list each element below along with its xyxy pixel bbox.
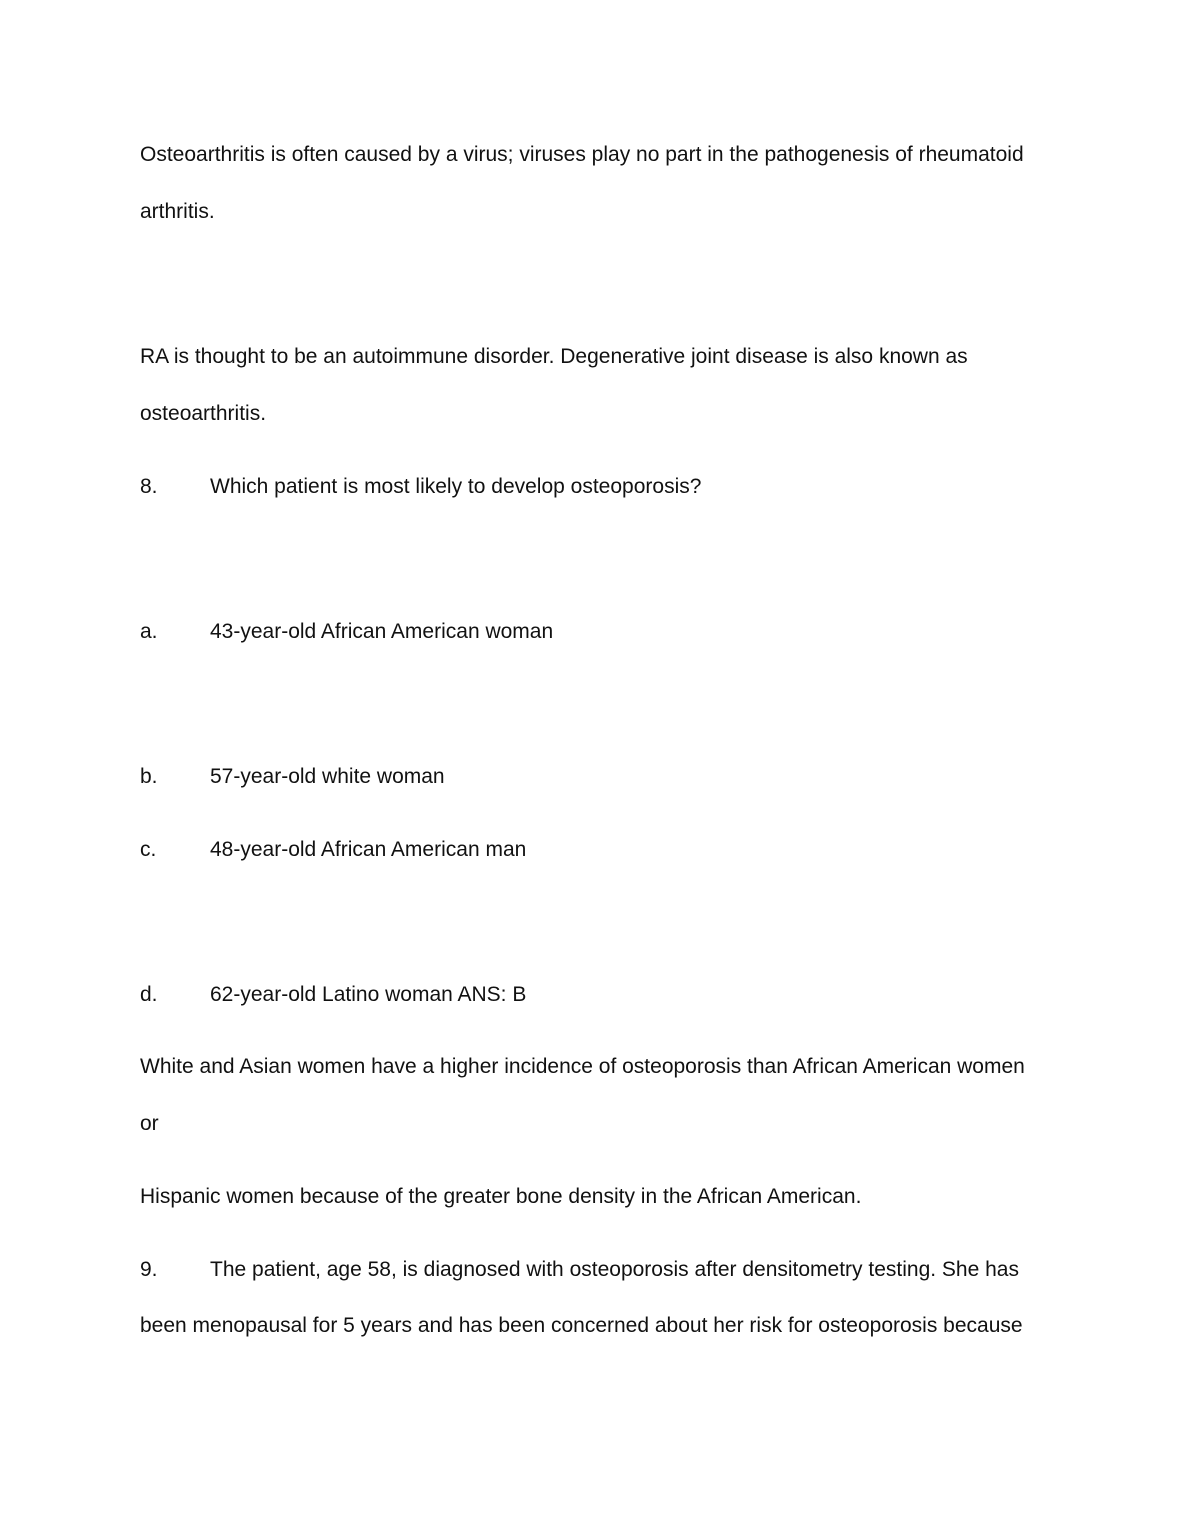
option-letter: c. [140,838,157,861]
option-text: 43-year-old African American woman [210,620,554,643]
paragraph-ra-line-1: RA is thought to be an autoimmune disorder. Degenerative joint disease is also known as [140,345,968,368]
question-number: 9. [140,1258,158,1281]
option-text: 57-year-old white woman [210,765,445,788]
question-9 [140,1259,1100,1285]
rationale-line-2: or [140,1112,159,1135]
option-a [140,621,1100,647]
paragraph-ra-line-2: osteoarthritis. [140,402,267,425]
question-number: 8. [140,475,158,498]
option-text: 62-year-old Latino woman ANS: B [210,983,527,1006]
option-letter: b. [140,765,158,788]
question-9-text-line-2: been menopausal for 5 years and has been concerned about her risk for osteoporosis because [140,1314,1023,1337]
paragraph-osteoarthritis-line-2: arthritis. [140,200,215,223]
paragraph-osteoarthritis-line-1: Osteoarthritis is often caused by a virus; viruses play no part in the pathogenesis of rheumatoid [140,143,1024,166]
question-8 [140,476,1100,502]
option-b [140,766,1100,792]
question-text: Which patient is most likely to develop osteoporosis? [210,475,702,498]
option-letter: a. [140,620,158,643]
option-d [140,984,1100,1010]
option-letter: d. [140,983,158,1006]
option-c [140,839,1100,865]
rationale-line-1: White and Asian women have a higher incidence of osteoporosis than African American women [140,1055,1025,1078]
option-text: 48-year-old African American man [210,838,527,861]
rationale-line-3: Hispanic women because of the greater bone density in the African American. [140,1185,862,1208]
question-text-line-1: The patient, age 58, is diagnosed with osteoporosis after densitometry testing. She has [210,1258,1019,1281]
